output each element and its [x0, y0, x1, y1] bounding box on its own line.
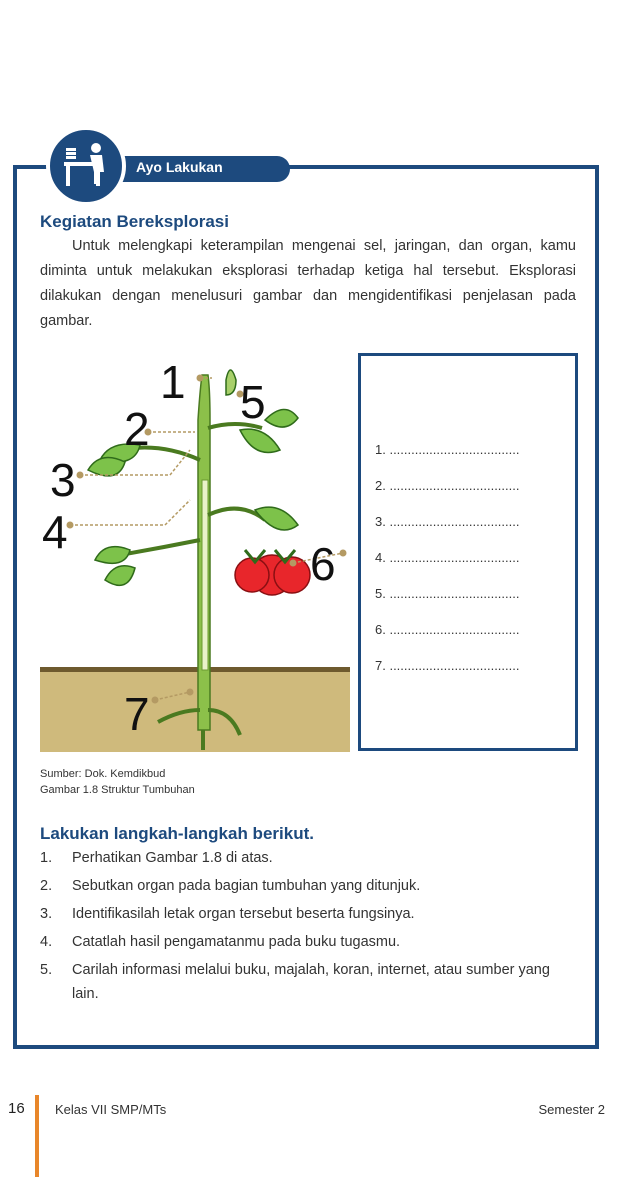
step-item: 1. Perhatikan Gambar 1.8 di atas. — [40, 850, 273, 866]
footer-accent-bar — [35, 1095, 39, 1177]
figure-label-3: 3 — [50, 454, 76, 506]
step-item: 2. Sebutkan organ pada bagian tumbuhan yang ditunjuk. — [40, 878, 421, 894]
footer-class-label: Kelas VII SMP/MTs — [55, 1102, 167, 1117]
figure-label-1: 1 — [160, 356, 186, 408]
answer-line-6: 6. .................................... — [375, 622, 520, 637]
activity-badge-label: Ayo Lakukan — [136, 159, 223, 175]
answer-line-7: 7. .................................... — [375, 658, 520, 673]
answer-list — [375, 442, 519, 694]
footer-semester-label: Semester 2 — [538, 1102, 605, 1117]
steps-title: Lakukan langkah-langkah berikut. — [40, 824, 314, 843]
figure-label-2: 2 — [124, 403, 150, 455]
steps-list — [40, 846, 580, 1010]
activity-paragraph: Untuk melengkapi keterampilan mengenai sel, jaringan, dan organ, kamu diminta untuk melakukan eksplorasi terhadap ketiga hal tersebut. Eksplorasi dilakukan dengan menelusuri gambar dan mengidentifikasi penjelasan pada gambar. — [40, 238, 576, 329]
activity-badge-icon — [46, 126, 126, 206]
page-number: 16 — [8, 1100, 25, 1117]
step-item: 3. Identifikasilah letak organ tersebut beserta fungsinya. — [40, 906, 415, 922]
answer-line-5: 5. .................................... — [375, 586, 520, 601]
figure-source — [40, 766, 195, 798]
answer-line-3: 3. .................................... — [375, 514, 520, 529]
step-item: 4. Catatlah hasil pengamatanmu pada buku tugasmu. — [40, 934, 401, 950]
answer-line-2: 2. .................................... — [375, 478, 520, 493]
answer-line-1: 1. .................................... — [375, 442, 520, 457]
figure-label-6: 6 — [310, 538, 336, 590]
figure-label-5: 5 — [240, 376, 266, 428]
answer-box — [358, 353, 578, 751]
activity-title: Kegiatan Bereksplorasi — [40, 212, 229, 231]
source-line: Sumber: Dok. Kemdikbud — [40, 768, 166, 780]
answer-line-4: 4. .................................... — [375, 550, 520, 565]
plant-structure-figure — [40, 350, 350, 752]
step-item: 5. Carilah informasi melalui buku, majalah, koran, internet, atau sumber yang lain. — [40, 962, 550, 1002]
figure-label-4: 4 — [42, 506, 68, 558]
figure-label-7: 7 — [124, 688, 150, 740]
figure-caption: Gambar 1.8 Struktur Tumbuhan — [40, 784, 195, 796]
